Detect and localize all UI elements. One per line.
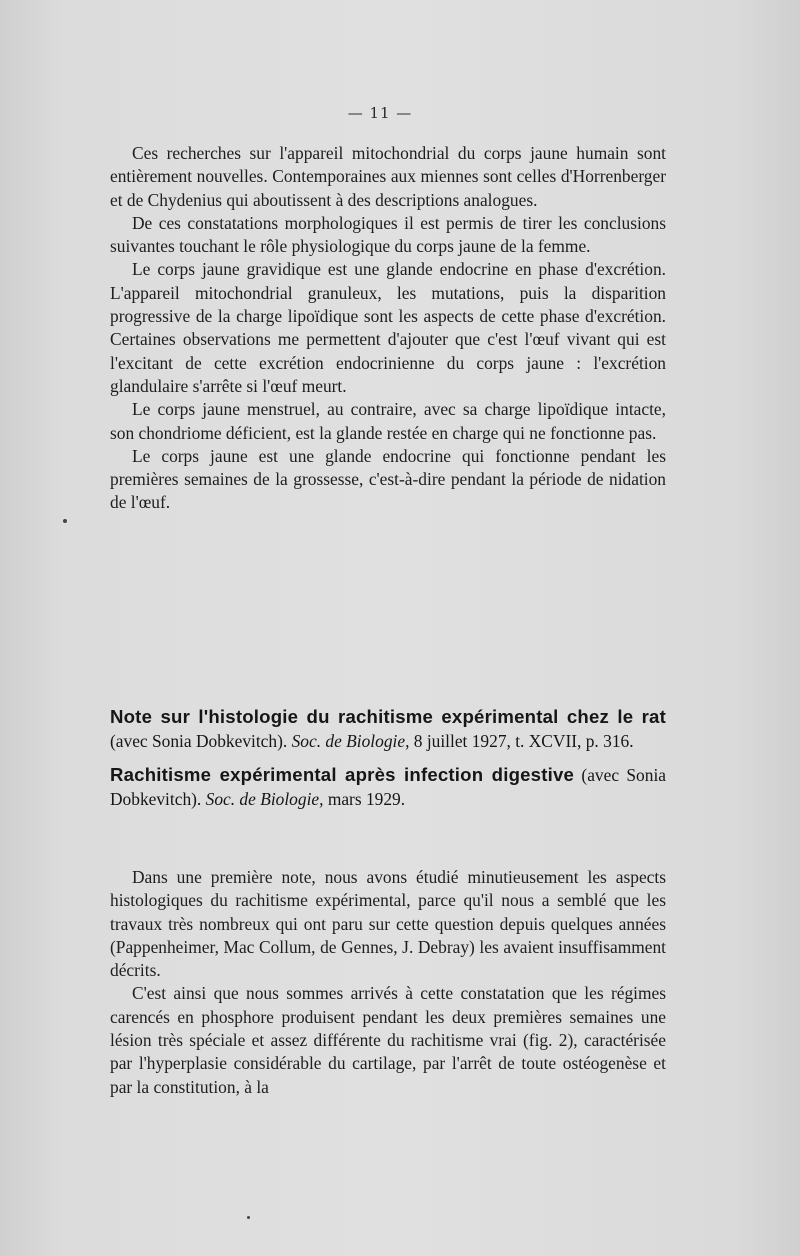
paragraph: Le corps jaune est une glande endocrine qui fonctionne pendant les premières semaines de la grossesse, c'est-à-dire pendant la période de nidation de l'œuf. xyxy=(110,445,666,513)
reference-authors: (avec Sonia Dobkevitch). xyxy=(110,765,667,809)
paragraph: De ces constatations morphologiques il est permis de tirer les conclusions suivantes touchant le rôle physiologique du corps jaune de la femme. xyxy=(110,212,666,257)
reference-authors: (avec Sonia Dobkevitch). xyxy=(110,731,292,751)
reference-title: Rachitisme expérimental après infection digestive xyxy=(110,764,575,785)
reference-details: mars 1929. xyxy=(323,789,406,809)
paragraph: Ces recherches sur l'appareil mitochondrial du corps jaune humain sont entièrement nouvelles. Contemporaines aux miennes sont celles d'Horrenberger et de Chydenius qui aboutissent à des descriptions analogues. xyxy=(110,143,666,210)
speck-mark xyxy=(63,519,67,523)
paragraph: Le corps jaune gravidique est une glande endocrine en phase d'excrétion. L'appareil mitochondrial granuleux, les mutations, puis la disparition progressive de la charge lipoïdique sont les aspects de cette phase d'excrétion. Certaines observations me permettent d'ajouter que c'est l'œuf vivant qui est l'excitant de cette excrétion endocrinienne du corps jaune : l'excrétion glandulaire s'arrête si l'œuf meurt. xyxy=(110,259,666,396)
paragraph: Le corps jaune menstruel, au contraire, avec sa charge lipoïdique intacte, son chondriome déficient, est la glande restée en charge qui ne fonctionne pas. xyxy=(110,399,666,443)
reference-entry xyxy=(110,705,666,753)
reference-entry xyxy=(110,763,666,811)
references-section xyxy=(110,705,666,811)
speck-mark xyxy=(247,1216,250,1219)
page-number: — 11 — xyxy=(347,104,413,122)
reference-details: 8 juillet 1927, t. XCVII, p. 316. xyxy=(409,731,634,751)
paragraph: Dans une première note, nous avons étudié minutieusement les aspects histologiques du rachitisme expérimental, parce qu'il nous a semblé que les travaux très nombreux qui ont paru sur cette question depuis quelques années (Pappenheimer, Mac Collum, de Gennes, J. Debray) les avaient insuffisamment décrits. xyxy=(110,867,666,981)
paragraph: C'est ainsi que nous sommes arrivés à cette constatation que les régimes carencés en phosphore produisent pendant les deux premières semaines une lésion très spéciale et assez différente du rachitisme vrai (fig. 2), caractérisée par l'hyperplasie considérable du cartilage, par l'arrêt de toute ostéogenèse et par la constitution, à la xyxy=(110,983,666,1097)
reference-journal: Soc. de Biologie, xyxy=(205,789,324,809)
bottom-text-block xyxy=(110,866,666,1099)
reference-title: Note sur l'histologie du rachitisme expérimental chez le rat xyxy=(110,706,666,727)
top-text-block xyxy=(110,142,666,515)
reference-journal: Soc. de Biologie, xyxy=(291,731,410,751)
